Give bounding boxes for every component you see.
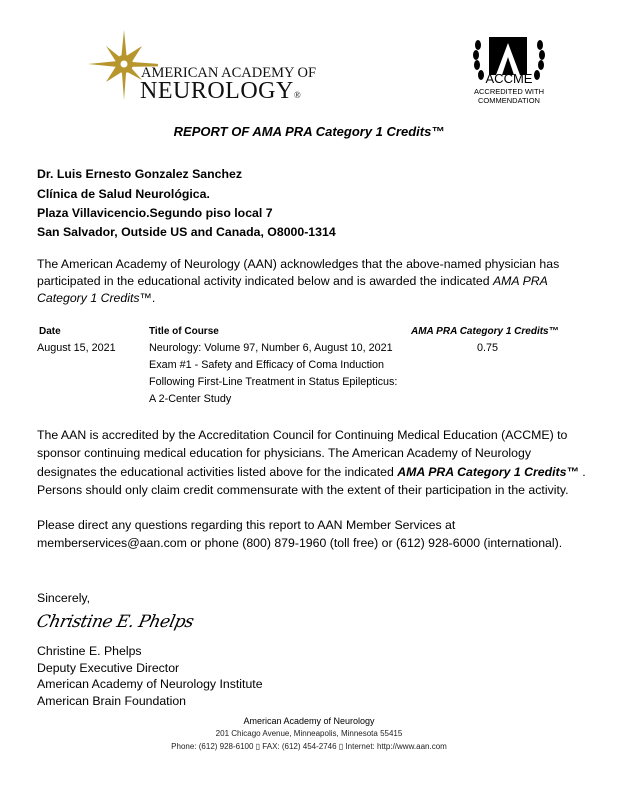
intro-paragraph — [37, 256, 582, 307]
recipient-org: Clínica de Salud Neurológica. — [37, 186, 210, 201]
header-title: Title of Course — [149, 326, 219, 337]
title-line: Following First-Line Treatment in Status Epilepticus: — [149, 376, 398, 388]
title-line: A 2-Center Study — [149, 393, 232, 405]
credits-table — [37, 323, 597, 408]
recipient-address — [37, 165, 336, 240]
aan-logo-line1: AMERICAN ACADEMY OF — [141, 65, 317, 81]
accreditation-text: The AAN is accredited by the Accreditation Council for Continuing Medical Education (ACCME) to sponsor continuing medical education for physicians. The American Academy of Neurology designates the educational activities listed above for the indicated — [37, 428, 568, 479]
intro-credits: AMA PRA Category 1 Credits™ — [37, 274, 548, 305]
aan-logo-line2: NEUROLOGY — [140, 78, 294, 104]
header-date: Date — [39, 326, 61, 337]
row-credits: 0.75 — [477, 342, 499, 354]
accreditation-paragraph — [37, 426, 587, 499]
row-title — [149, 340, 397, 408]
signer-title: Deputy Executive Director — [37, 660, 180, 675]
title-line: Neurology: Volume 97, Number 6, August 10, 2021 — [149, 342, 393, 354]
signer-org2: American Brain Foundation — [37, 693, 187, 708]
intro-text: The American Academy of Neurology (AAN) acknowledges that the above-named physician has participated in the educational activity indicated below and is awarded the indicated — [37, 257, 560, 288]
signer-org1: American Academy of Neurology Institute — [37, 677, 263, 691]
header-credits: AMA PRA Category 1 Credits™ — [411, 326, 559, 337]
report-title: REPORT OF AMA PRA Category 1 Credits™ — [173, 124, 445, 139]
recipient-street: Plaza Villavicencio.Segundo piso local 7 — [37, 206, 273, 220]
signer-name: Christine E. Phelps — [37, 644, 142, 658]
accme-line1: ACCREDITED WITH — [474, 87, 544, 96]
recipient-city: San Salvador, Outside US and Canada, O8000-1314 — [37, 224, 336, 239]
recipient-name: Dr. Luis Ernesto Gonzalez Sanchez — [37, 167, 242, 181]
footer-org: American Academy of Neurology — [243, 716, 375, 726]
accme-logo — [470, 37, 550, 109]
intro-end: . — [151, 291, 156, 305]
signature-text: Christine E. Phelps — [34, 612, 196, 632]
footer-address: 201 Chicago Avenue, Minneapolis, Minnesota 55415 — [215, 729, 403, 738]
row-date: August 15, 2021 — [37, 342, 116, 354]
registered-mark: ® — [293, 90, 302, 100]
title-line: Exam #1 - Safety and Efficacy of Coma Induction — [149, 359, 385, 371]
contact-paragraph: Please direct any questions regarding this report to AAN Member Services at memberservices@aan.com or phone (800) 879-1960 (toll free) or (612) 928-6000 (international). — [37, 518, 563, 550]
footer-contact: Phone: (612) 928-6100 ▯ FAX: (612) 454-2746 ▯ Internet: http://www.aan.com — [171, 742, 447, 751]
signer-block — [37, 643, 263, 709]
aan-logo — [88, 30, 317, 104]
accreditation-credits: AMA PRA Category 1 Credits™ — [397, 464, 579, 479]
accreditation-end: . Persons should only claim credit commensurate with the extent of their participation in the activity. — [37, 464, 586, 497]
accme-line2: COMMENDATION — [478, 96, 540, 105]
closing: Sincerely, — [37, 591, 91, 605]
signature-image — [35, 612, 195, 632]
accme-name: ACCME — [485, 71, 533, 86]
